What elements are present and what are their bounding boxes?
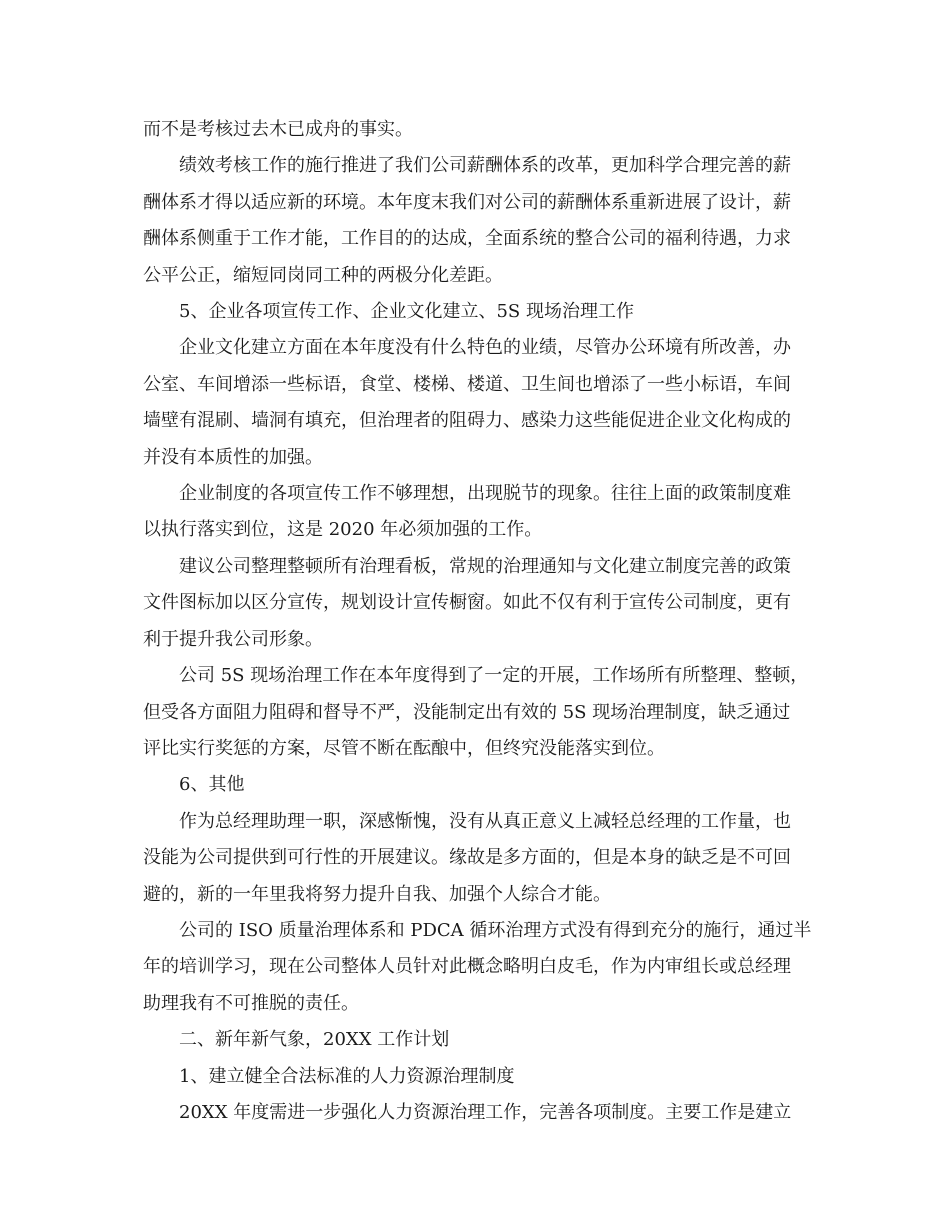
text-line: 公室、车间增添一些标语，食堂、楼梯、楼道、卫生间也增添了一些小标语，车间 [143,373,791,395]
text-line: 公司 5S 现场治理工作在本年度得到了一定的开展，工作场所有所整理、整顿， [179,665,809,687]
text-line: 建议公司整理整顿所有治理看板，常规的治理通知与文化建立制度完善的政策 [179,555,791,577]
text-line: 文件图标加以区分宣传，规划设计宣传橱窗。如此不仅有利于宣传公司制度，更有 [143,592,791,614]
text-line: 避的，新的一年里我将努力提升自我、加强个人综合才能。 [143,883,611,905]
text-line: 年的培训学习，现在公司整体人员针对此概念略明白皮毛，作为内审组长或总经理 [143,956,791,978]
text-line: 绩效考核工作的施行推进了我们公司薪酬体系的改革，更加科学合理完善的薪 [179,155,791,177]
text-line: 公司的 ISO 质量治理体系和 PDCA 循环治理方式没有得到充分的施行，通过半 [179,919,812,941]
text-line: 酬体系侧重于工作才能，工作目的的达成，全面系统的整合公司的福利待遇，力求 [143,228,791,250]
text-line: 企业制度的各项宣传工作不够理想，出现脱节的现象。往往上面的政策制度难 [179,483,791,505]
section-heading: 5、企业各项宣传工作、企业文化建立、5S 现场治理工作 [179,301,634,323]
text-line: 公平公正，缩短同岗同工种的两极分化差距。 [143,264,503,286]
text-line: 酬体系才得以适应新的环境。本年度末我们对公司的薪酬体系重新进展了设计，薪 [143,191,791,213]
text-line: 作为总经理助理一职，深感惭愧，没有从真正意义上减轻总经理的工作量，也 [179,810,791,832]
text-line: 没能为公司提供到可行性的开展建议。缘故是多方面的，但是本身的缺乏是不可回 [143,847,791,869]
text-line: 以执行落实到位，这是 2020 年必须加强的工作。 [143,519,543,541]
section-heading: 6、其他 [179,774,245,796]
text-line: 助理我有不可推脱的责任。 [143,992,359,1014]
text-line: 但受各方面阻力阻碍和督导不严，没能制定出有效的 5S 现场治理制度，缺乏通过 [143,701,791,723]
text-line: 并没有本质性的加强。 [143,446,323,468]
text-line: 20XX 年度需进一步强化人力资源治理工作，完善各项制度。主要工作是建立 [179,1101,792,1123]
section-heading: 1、建立健全合法标准的人力资源治理制度 [179,1065,515,1087]
text-line: 评比实行奖惩的方案，尽管不断在酝酿中，但终究没能落实到位。 [143,737,665,759]
text-line: 墙壁有混刷、墙洞有填充，但治理者的阻碍力、感染力这些能促进企业文化构成的 [143,410,791,432]
text-line: 企业文化建立方面在本年度没有什么特色的业绩，尽管办公环境有所改善，办 [179,337,791,359]
document-body [143,112,815,1131]
section-heading: 二、新年新气象，20XX 工作计划 [179,1029,450,1051]
text-line: 而不是考核过去木已成舟的事实。 [143,119,413,140]
text-line: 利于提升我公司形象。 [143,628,323,650]
